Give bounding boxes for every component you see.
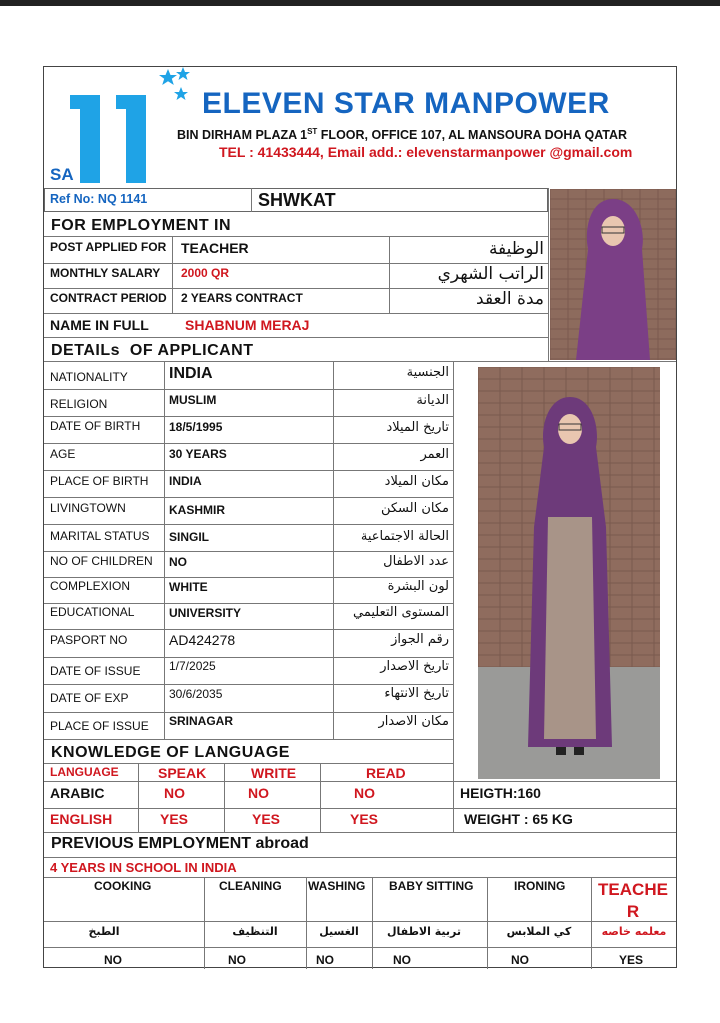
employment-value: 2 YEARS CONTRACT: [181, 291, 303, 305]
skill-value: YES: [619, 953, 644, 967]
detail-label: PLACE OF BIRTH: [50, 474, 149, 488]
detail-label: DATE OF BIRTH: [50, 419, 141, 433]
logo-prefix: SA: [50, 165, 74, 184]
employment-arabic: الراتب الشهري: [437, 264, 544, 284]
employment-label: MONTHLY SALARY: [50, 266, 161, 280]
detail-arabic: تاريخ الميلاد: [386, 420, 449, 435]
detail-arabic: مكان السكن: [380, 501, 449, 516]
previous-title-b: abroad: [251, 835, 309, 852]
company-contact: TEL : 41433444, Email add.: elevenstarmanpower @gmail.com: [219, 144, 633, 160]
detail-label: AGE: [50, 447, 76, 461]
language-header: READ: [366, 765, 406, 781]
detail-value: NO: [169, 555, 187, 569]
detail-value: 18/5/1995: [169, 420, 223, 434]
detail-value: MUSLIM: [169, 393, 217, 407]
detail-label: LIVINGTOWN: [50, 501, 126, 515]
employment-label: POST APPLIED FOR: [50, 240, 167, 254]
employment-label: CONTRACT PERIOD: [50, 291, 167, 305]
detail-arabic: المستوى التعليمي: [353, 605, 449, 620]
detail-value: 30 YEARS: [169, 447, 227, 461]
detail-value: 1/7/2025: [169, 659, 216, 673]
star-icon: [176, 67, 190, 80]
address-part-2: FLOOR, OFFICE 107, AL MANSOURA DOHA QATAR: [317, 128, 628, 143]
detail-label: PLACE OF ISSUE: [50, 719, 149, 733]
applicant-short-name: SHWKAT: [258, 190, 336, 210]
employment-arabic: مدة العقد: [476, 289, 544, 309]
skill-arabic: الغسيل: [319, 925, 359, 938]
detail-value: SRINAGAR: [169, 714, 234, 728]
detail-arabic: الديانة: [416, 393, 449, 408]
employment-value: 2000 QR: [181, 266, 230, 280]
portrait-illustration: [550, 189, 676, 360]
detail-label: DATE OF ISSUE: [50, 664, 141, 678]
detail-label: NATIONALITY: [50, 370, 128, 384]
detail-label: MARITAL STATUS: [50, 529, 150, 543]
detail-value: 30/6/2035: [169, 687, 223, 701]
detail-value: INDIA: [169, 365, 213, 382]
previous-employment-detail: 4 YEARS IN SCHOOL IN INDIA: [50, 860, 237, 875]
details-title-b: OF APPLICANT: [129, 342, 254, 359]
skill-value: NO: [228, 953, 246, 967]
detail-arabic: عدد الاطفال: [383, 554, 449, 569]
company-address: [177, 127, 627, 142]
details-title: [51, 342, 254, 360]
language-name: ARABIC: [50, 785, 105, 801]
star-icon: [159, 69, 177, 85]
skill-arabic: معلمه خاصه: [601, 925, 667, 938]
skill-arabic: تربية الاطفال: [386, 925, 461, 938]
fullbody-illustration: [478, 367, 660, 779]
previous-title-a: PREVIOUS EMPLOYMENT: [51, 835, 252, 852]
detail-arabic: لون البشرة: [387, 579, 449, 594]
skill-arabic: الطبخ: [88, 925, 120, 938]
detail-label: COMPLEXION: [50, 579, 131, 593]
address-part-1: BIN DIRHAM PLAZA 1: [177, 128, 308, 143]
skill-header: IRONING: [514, 879, 566, 893]
language-title: KNOWLEDGE OF LANGUAGE: [51, 744, 290, 761]
language-read: NO: [354, 785, 375, 801]
detail-arabic: الجنسية: [406, 365, 449, 380]
detail-arabic: الحالة الاجتماعية: [360, 529, 449, 544]
language-speak: YES: [160, 811, 189, 827]
detail-value: KASHMIR: [169, 503, 225, 517]
language-name: ENGLISH: [50, 811, 113, 827]
weight-value: WEIGHT : 65 KG: [464, 811, 573, 827]
skill-header: TEACHER: [598, 880, 668, 921]
employment-arabic: الوظيفة: [488, 239, 544, 259]
detail-value: SINGIL: [169, 530, 210, 544]
full-name-label: NAME IN FULL: [50, 317, 149, 333]
applicant-photo-portrait: [550, 189, 676, 360]
detail-arabic: العمر: [420, 447, 449, 462]
star-icon: [174, 87, 188, 100]
detail-arabic: رقم الجواز: [391, 632, 449, 647]
skill-value: NO: [316, 953, 334, 967]
language-header: WRITE: [251, 765, 297, 781]
language-write: NO: [248, 785, 269, 801]
detail-arabic: تاريخ الاصدار: [380, 659, 449, 674]
ref-number: Ref No: NQ 1141: [50, 192, 148, 206]
skill-arabic: كي الملابس: [506, 925, 572, 938]
skill-value: NO: [511, 953, 529, 967]
language-header: LANGUAGE: [50, 765, 119, 779]
language-header: SPEAK: [158, 765, 207, 781]
logo: [50, 67, 190, 187]
details-title-a: DETAILs: [51, 342, 120, 359]
detail-arabic: مكان الميلاد: [384, 474, 449, 489]
application-sheet: [43, 66, 677, 968]
height-value: HEIGTH:160: [460, 785, 541, 801]
language-read: YES: [350, 811, 379, 827]
detail-label: PASPORT NO: [50, 633, 128, 647]
skill-header: WASHING: [308, 879, 366, 893]
detail-label: NO OF CHILDREN: [50, 554, 153, 568]
address-superscript: ST: [307, 127, 318, 136]
skill-arabic: التنظيف: [232, 925, 278, 938]
applicant-photo-fullbody: [478, 367, 660, 779]
skill-header: BABY SITTING: [389, 879, 474, 893]
language-speak: NO: [164, 785, 185, 801]
skill-value: NO: [104, 953, 122, 967]
detail-value: WHITE: [169, 580, 208, 594]
employment-title: FOR EMPLOYMENT IN: [51, 217, 232, 234]
employment-value: TEACHER: [181, 240, 249, 256]
previous-employment-title: [51, 835, 309, 853]
detail-value: AD424278: [169, 632, 236, 648]
detail-value: UNIVERSITY: [169, 606, 242, 620]
full-name-value: SHABNUM MERAJ: [185, 317, 310, 333]
detail-arabic: مكان الاصدار: [378, 714, 449, 729]
detail-label: RELIGION: [50, 397, 108, 411]
skill-value: NO: [393, 953, 411, 967]
company-name: ELEVEN STAR MANPOWER: [202, 87, 610, 120]
detail-label: EDUCATIONAL: [50, 605, 135, 619]
top-edge-bar: [0, 0, 720, 6]
skill-header: CLEANING: [219, 879, 282, 893]
skill-header: COOKING: [94, 879, 152, 893]
language-write: YES: [252, 811, 281, 827]
detail-label: DATE OF EXP: [50, 691, 129, 705]
detail-value: INDIA: [169, 474, 202, 488]
detail-arabic: تاريخ الانتهاء: [384, 686, 449, 701]
